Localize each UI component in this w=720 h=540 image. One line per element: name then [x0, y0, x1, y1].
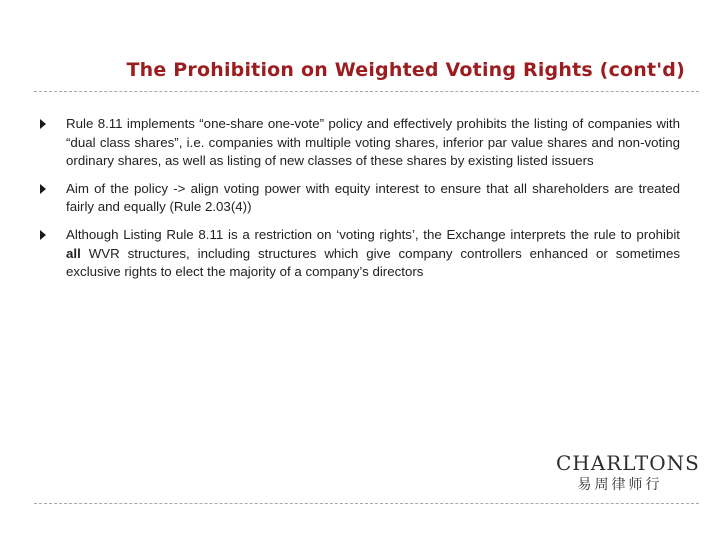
bullet-text: Although Listing Rule 8.11 is a restriction on ‘voting rights’, the Exchange interprets the rule to prohibit: [66, 226, 680, 242]
bullet-arrow-icon: [40, 184, 46, 194]
bullet-item: [40, 115, 680, 171]
bullet-arrow-icon: [40, 230, 46, 240]
bullet-item: [40, 180, 680, 217]
logo-name: CHARLTONS: [556, 451, 700, 475]
bullet-emphasis: all: [66, 245, 81, 261]
charltons-logo: [556, 451, 700, 494]
bullet-text-continued: WVR structures, including structures which give company controllers enhanced or sometimes exclusive rights to elect the majority of a company’s directors: [66, 245, 680, 280]
logo-chinese-name: 易周律师行: [577, 477, 663, 493]
title-divider: [34, 91, 699, 92]
footer-divider: [34, 503, 699, 504]
bullet-list: [40, 115, 680, 291]
bullet-text: Aim of the policy -> align voting power with equity interest to ensure that all shareholders are treated fairly and equally (Rule 2.03(4)): [66, 180, 680, 215]
bullet-item: [40, 226, 680, 282]
slide-title: The Prohibition on Weighted Voting Rights (cont'd): [126, 59, 685, 81]
bullet-text: Rule 8.11 implements “one-share one-vote” policy and effectively prohibits the listing of companies with “dual class shares”, i.e. companies with multiple voting shares, inferior par value shares and non-voting ordinary shares, as well as listing of new classes of these shares by existing listed issuers: [66, 116, 680, 169]
bullet-arrow-icon: [40, 119, 46, 129]
